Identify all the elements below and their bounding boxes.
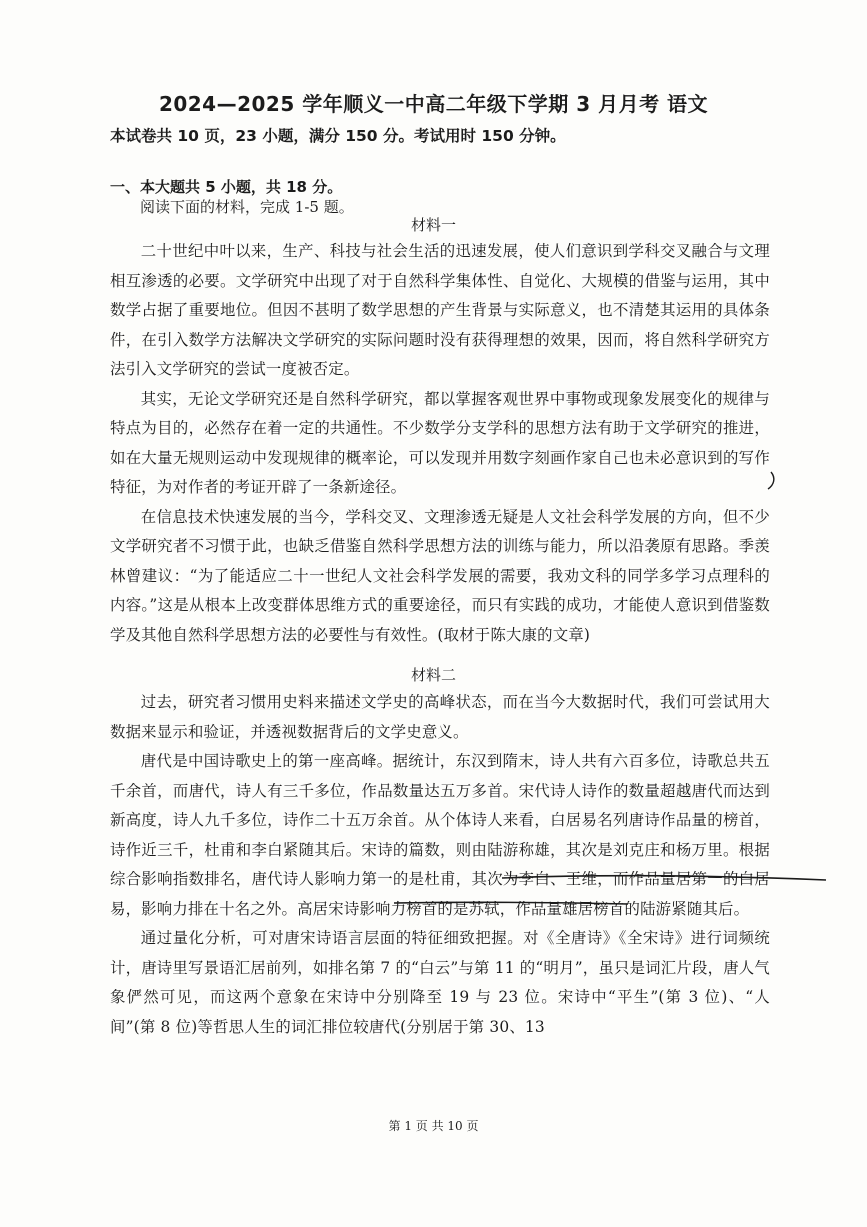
paragraph: 通过量化分析，可对唐宋诗语言层面的特征细致把握。对《全唐诗》《全宋诗》进行词频统计，唐诗里写景语汇居前列，如排名第 7 的“白云”与第 11 的“明月”，虽只是词汇片段，唐人气象俨然可见，而这两个意象在宋诗中分别降至 19 与 23 位。宋诗中“平生”(第 3 位)、“人间”(第 8 位)等哲思人生的词汇排位较唐代(分别居于第 30、13 [110,929,770,1036]
exam-subtitle: 本试卷共 10 页，23 小题，满分 150 分。考试用时 150 分钟。 [110,127,566,145]
paragraph: 过去，研究者习惯用史料来描述文学史的高峰状态，而在当今大数据时代，我们可尝试用大数据来显示和验证，并透视数据背后的文学史意义。 [110,693,770,741]
material-one-body [110,237,770,650]
paragraph: 二十世纪中叶以来，生产、科技与社会生活的迅速发展，使人们意识到学科交叉融合与文理相互渗透的必要。文学研究中出现了对于自然科学集体性、自觉化、大规模的借鉴与运用，其中数学占据了重要地位。但因不甚明了数学思想的产生背景与实际意义，也不清楚其运用的具体条件，在引入数学方法解决文学研究的实际问题时没有获得理想的效果，因而，将自然科学研究方法引入文学研究的尝试一度被否定。 [110,242,770,378]
section-instruction: 阅读下面的材料，完成 1-5 题。 [140,198,354,216]
paragraph: 在信息技术快速发展的当今，学科交叉、文理渗透无疑是人文社会科学发展的方向，但不少文学研究者不习惯于此，也缺乏借鉴自然科学思想方法的训练与能力，所以沿袭原有思路。季羡林曾建议：“为了能适应二十一世纪人文社会科学发展的需要，我劝文科的同学多学习点理科的内容。”这是从根本上改变群体思维方式的重要途径，而只有实践的成功，才能使人意识到借鉴数学及其他自然科学思想方法的必要性与有效性。(取材于陈大康的文章) [110,507,770,644]
handwritten-underline [392,893,632,909]
exam-title: 2024—2025 学年顺义一中高二年级下学期 3 月月考 语文 [158,92,709,116]
material-two-heading: 材料二 [410,666,456,684]
paragraph: 其实，无论文学研究还是自然科学研究，都以掌握客观世界中事物或现象发展变化的规律与特点为目的，必然存在着一定的共通性。不少数学分支学科的思想方法有助于文学研究的推进，如在大量无规则运动中发现规律的概率论，可以发现并用数字刻画作家自己也未必意识到的写作特征，为对作者的考证开辟了一条新途径。 [110,389,770,496]
handwritten-underline [500,862,830,886]
pen-mark [765,470,779,492]
section-heading: 一、本大题共 5 小题，共 18 分。 [110,178,343,196]
paragraph: 唐代是中国诗歌史上的第一座高峰。据统计，东汉到隋末，诗人共有六百多位，诗歌总共五千余首，而唐代，诗人有三千多位，作品数量达五万多首。宋代诗人诗作的数量超越唐代而达到新高度，诗人九千多位，诗作二十五万余首。从个体诗人来看，白居易名列唐诗作品量的榜首，诗作近三千，杜甫和李白紧随其后。宋诗的篇数，则由陆游称雄，其次是刘克庄和杨万里。根据综合影响指数排名，唐代诗人影响力第一的是杜甫，其次为李白、王维，而作品量居第一的白居易，影响力排在十名之外。高居宋诗影响力榜首的是苏轼，作品量雄居榜首的陆游紧随其后。 [110,752,770,918]
page-footer: 第 1 页 共 10 页 [388,1119,479,1133]
material-one-heading: 材料一 [410,216,456,234]
